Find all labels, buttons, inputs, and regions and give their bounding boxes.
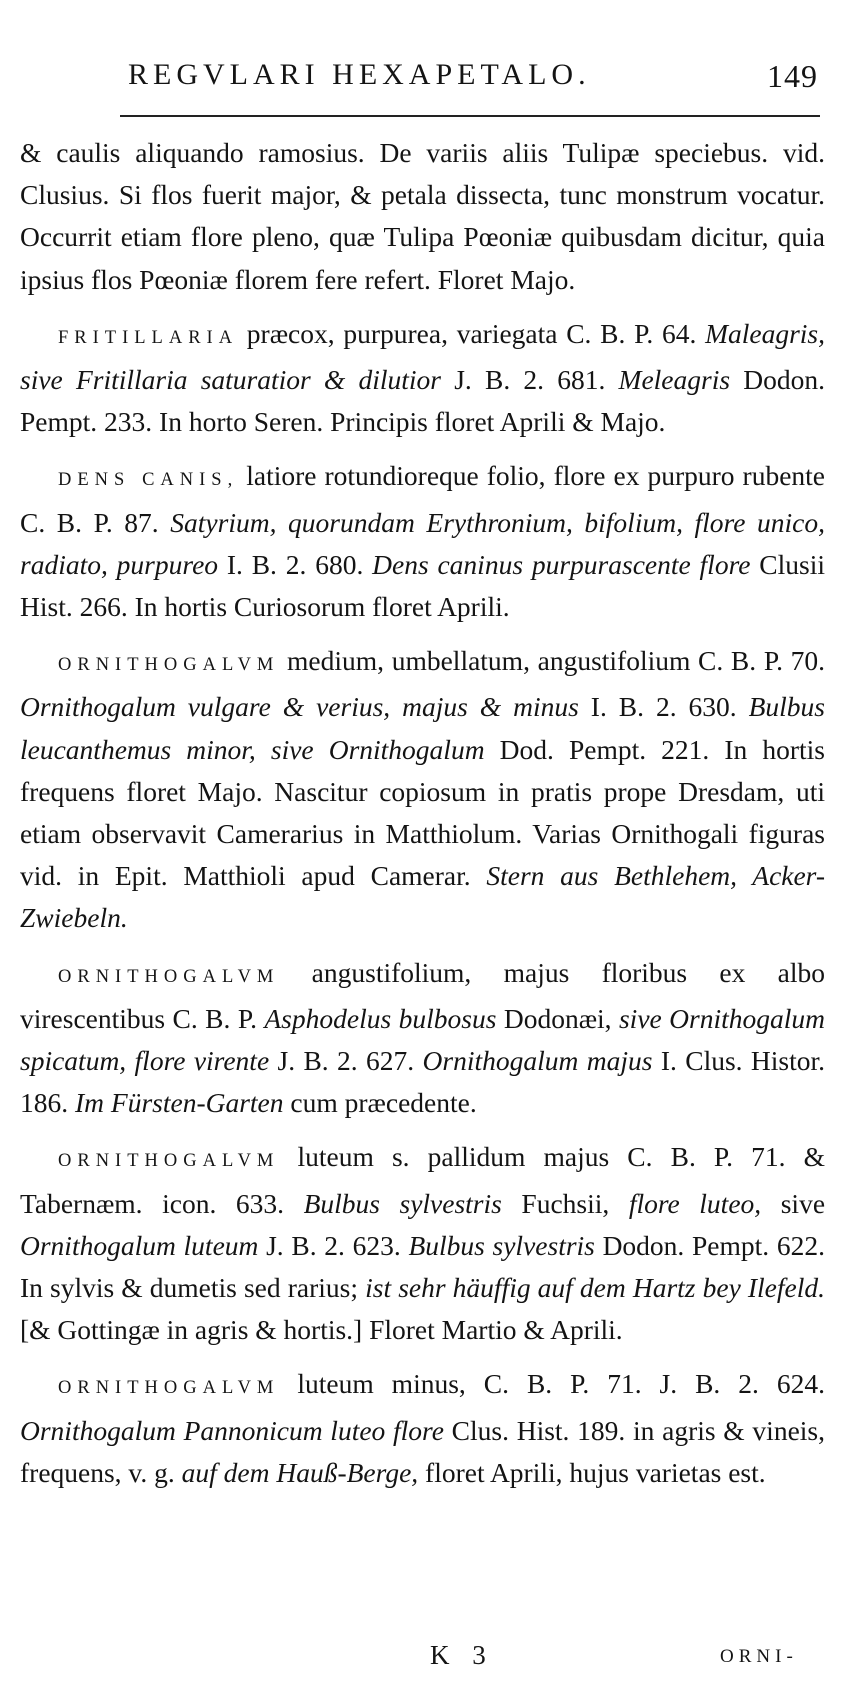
entry-heading: ORNITHOGALVM bbox=[58, 1151, 280, 1172]
page-number: 149 bbox=[767, 58, 818, 94]
catchword: ORNI- bbox=[720, 1646, 798, 1667]
paragraph bbox=[20, 952, 825, 1125]
italic-citation: Asphodelus bulbosus bbox=[264, 1002, 497, 1034]
text-run: sive bbox=[761, 1187, 826, 1219]
running-head bbox=[128, 58, 818, 108]
italic-citation: Ornithogalum vulgare & verius, majus & minus bbox=[20, 691, 579, 723]
text-run: medium, umbellatum, angustifolium C. B. P. 70. bbox=[279, 645, 825, 677]
text-run: [& Gottingæ in agris & hortis.] Floret Martio & Aprili. bbox=[20, 1314, 623, 1346]
italic-citation: Stern aus Bethlehem, Acker-Zwiebeln. bbox=[20, 860, 825, 934]
text-run: J. B. 2. 627. bbox=[269, 1045, 423, 1077]
italic-citation: Ornithogalum majus bbox=[422, 1045, 653, 1077]
text-run: Dod. Pempt. 221. In hortis frequens floret Majo. Nascitur copiosum in pratis prope Dresdam, uti etiam observavit Camerarius in Matthiolum. Varias Ornithogali figuras vid. in Epit. Matthioli apud Camerar. bbox=[20, 733, 825, 892]
italic-citation: Ornithogalum Pannonicum luteo flore bbox=[20, 1414, 444, 1446]
italic-citation: flore luteo, bbox=[628, 1187, 762, 1219]
italic-citation: sive Ornithogalum spicatum, flore virente bbox=[20, 1002, 826, 1077]
text-run: I. Clus. Histor. 186. bbox=[20, 1045, 826, 1119]
text-run: Clus. Hist. 189. in agris & vineis, frequens, v. g. bbox=[20, 1414, 825, 1488]
entry-heading: ORNITHOGALVM bbox=[58, 966, 280, 987]
text-run: I. B. 2. 630. bbox=[578, 691, 749, 723]
text-run: Dodonæi, bbox=[496, 1002, 619, 1034]
entry-heading: ORNITHOGALVM bbox=[58, 655, 280, 676]
text-run: Fuchsii, bbox=[501, 1187, 629, 1219]
paragraph bbox=[20, 313, 825, 444]
text-run: J. B. 2. 681. bbox=[441, 364, 619, 396]
text-run: luteum s. pallidum majus C. B. P. 71. & Tabernæm. icon. 633. bbox=[20, 1141, 825, 1219]
italic-citation: Bulbus sylvestris bbox=[408, 1229, 595, 1261]
italic-citation: Maleagris, sive Fritillaria saturatior & dilutior bbox=[20, 317, 825, 396]
text-run: cum præcedente. bbox=[283, 1087, 477, 1119]
text-run: Dodon. Pempt. 622. In sylvis & dumetis sed rarius; bbox=[20, 1229, 825, 1304]
paragraph bbox=[20, 455, 825, 628]
paragraph bbox=[20, 1136, 825, 1351]
entry-heading: ORNITHOGALVM bbox=[58, 1378, 280, 1399]
paragraph bbox=[20, 1363, 825, 1494]
italic-citation: Dens caninus purpurascente flore bbox=[372, 548, 751, 580]
italic-citation: Bulbus sylvestris bbox=[303, 1187, 502, 1219]
text-run: J. B. 2. 623. bbox=[258, 1229, 409, 1261]
entry-heading: FRITILLARIA bbox=[58, 327, 239, 348]
text-run: floret Aprili, hujus varietas est. bbox=[418, 1456, 766, 1488]
italic-citation: Satyrium, quorundam Erythronium, bifolium, flore unico, radiato, purpureo bbox=[20, 506, 825, 580]
text-run: præcox, purpurea, variegata C. B. P. 64. bbox=[238, 317, 706, 349]
text-run: angustifolium, majus floribus ex albo virescentibus C. B. P. bbox=[20, 956, 825, 1034]
text-run: Clusii Hist. 266. In hortis Curiosorum floret Aprili. bbox=[20, 548, 826, 623]
signature-mark: K 3 bbox=[430, 1640, 494, 1670]
text-run: & caulis aliquando ramosius. De variis aliis Tulipæ speciebus. vid. Clusius. Si flos fuerit major, & petala dissecta, tunc monstrum vocatur. Occurrit etiam flore pleno, quæ Tulipa Pœoniæ quibusdam dicitur, quia ipsius flos Pœoniæ florem fere refert. Floret Majo. bbox=[20, 137, 825, 295]
body-text bbox=[20, 132, 825, 1506]
running-title: REGVLARI HEXAPETALO. bbox=[128, 58, 591, 91]
text-run: I. B. 2. 680. bbox=[218, 548, 373, 580]
italic-citation: Bulbus leucanthemus minor, sive Ornithogalum bbox=[20, 691, 825, 765]
paragraph bbox=[20, 640, 825, 939]
italic-citation: auf dem Hauß-Berge, bbox=[181, 1456, 419, 1488]
text-run: Dodon. Pempt. 233. In horto Seren. Principis floret Aprili & Majo. bbox=[20, 364, 825, 438]
entry-heading: DENS CANIS, bbox=[58, 470, 239, 491]
page-footer bbox=[0, 1640, 850, 1684]
italic-citation: Meleagris bbox=[618, 364, 731, 396]
italic-citation: ist sehr häuffig auf dem Hartz bey Ilefeld. bbox=[365, 1272, 825, 1304]
text-run: latiore rotundioreque folio, flore ex purpuro rubente C. B. P. 87. bbox=[20, 460, 825, 538]
header-rule bbox=[120, 115, 820, 117]
paragraph bbox=[20, 132, 825, 301]
text-run: luteum minus, C. B. P. 71. J. B. 2. 624. bbox=[279, 1368, 825, 1400]
italic-citation: Im Fürsten-Garten bbox=[75, 1087, 284, 1119]
italic-citation: Ornithogalum luteum bbox=[20, 1229, 259, 1261]
